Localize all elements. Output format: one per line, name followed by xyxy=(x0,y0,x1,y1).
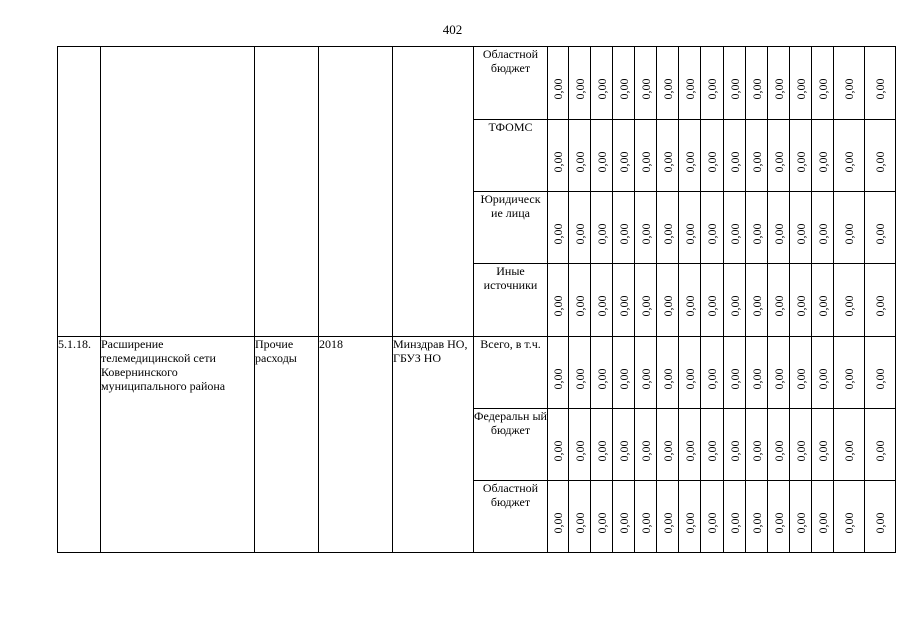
expense-type-cell xyxy=(255,47,319,337)
table-row xyxy=(58,47,896,120)
value-cell xyxy=(834,264,865,337)
value-cell xyxy=(701,192,724,264)
value-cell xyxy=(635,192,657,264)
value-text: 0,00 xyxy=(594,512,609,534)
value-cell xyxy=(724,409,746,481)
value-text: 0,00 xyxy=(616,78,631,100)
funding-source-cell: ТФОМС xyxy=(474,120,548,192)
value-text: 0,00 xyxy=(705,78,719,100)
value-text: 0,00 xyxy=(638,223,653,245)
value-cell xyxy=(657,192,679,264)
value-text: 0,00 xyxy=(594,295,609,317)
value-cell xyxy=(657,409,679,481)
value-text: 0,00 xyxy=(749,223,764,245)
value-cell xyxy=(569,47,591,120)
value-text: 0,00 xyxy=(815,368,830,390)
value-cell xyxy=(724,192,746,264)
value-cell xyxy=(679,337,701,409)
value-text: 0,00 xyxy=(616,223,631,245)
item-code-cell xyxy=(58,47,101,337)
value-text: 0,00 xyxy=(682,368,697,390)
value-text: 0,00 xyxy=(727,295,742,317)
value-text: 0,00 xyxy=(705,512,719,534)
value-text: 0,00 xyxy=(727,440,742,462)
value-text: 0,00 xyxy=(660,512,675,534)
value-text: 0,00 xyxy=(616,295,631,317)
value-cell xyxy=(591,47,613,120)
value-text: 0,00 xyxy=(594,440,609,462)
executor-cell: Минздрав НО, ГБУЗ НО xyxy=(393,337,474,553)
value-cell xyxy=(865,337,896,409)
value-cell xyxy=(569,481,591,553)
value-cell xyxy=(790,481,812,553)
value-text: 0,00 xyxy=(682,223,697,245)
value-cell xyxy=(865,409,896,481)
value-text: 0,00 xyxy=(793,223,808,245)
value-text: 0,00 xyxy=(705,151,719,173)
value-text: 0,00 xyxy=(815,151,830,173)
value-cell xyxy=(657,264,679,337)
value-cell xyxy=(701,264,724,337)
value-cell xyxy=(591,120,613,192)
value-text: 0,00 xyxy=(727,151,742,173)
value-text: 0,00 xyxy=(793,151,808,173)
value-cell xyxy=(701,120,724,192)
value-text: 0,00 xyxy=(873,78,887,100)
value-cell xyxy=(591,192,613,264)
value-cell xyxy=(569,264,591,337)
value-cell xyxy=(613,120,635,192)
value-cell xyxy=(790,264,812,337)
value-text: 0,00 xyxy=(638,512,653,534)
funding-source-cell: Федеральн ый бюджет xyxy=(474,409,548,481)
value-cell xyxy=(812,337,834,409)
value-cell xyxy=(865,264,896,337)
value-cell xyxy=(724,47,746,120)
value-cell xyxy=(724,264,746,337)
value-cell xyxy=(834,337,865,409)
item-name-cell: Расширение телемедицинской сети Ковернинского муниципального района xyxy=(101,337,255,553)
value-cell xyxy=(746,337,768,409)
value-text: 0,00 xyxy=(682,151,697,173)
value-text: 0,00 xyxy=(873,223,887,245)
value-cell xyxy=(768,47,790,120)
value-text: 0,00 xyxy=(705,295,719,317)
value-cell xyxy=(790,47,812,120)
value-text: 0,00 xyxy=(815,223,830,245)
value-text: 0,00 xyxy=(660,78,675,100)
value-text: 0,00 xyxy=(749,512,764,534)
value-cell xyxy=(679,264,701,337)
value-cell xyxy=(768,192,790,264)
value-text: 0,00 xyxy=(771,368,786,390)
value-text: 0,00 xyxy=(705,440,719,462)
value-cell xyxy=(701,337,724,409)
value-cell xyxy=(569,192,591,264)
value-text: 0,00 xyxy=(616,151,631,173)
value-cell xyxy=(812,120,834,192)
value-cell xyxy=(679,481,701,553)
value-text: 0,00 xyxy=(727,512,742,534)
value-cell xyxy=(865,481,896,553)
value-cell xyxy=(548,337,569,409)
value-text: 0,00 xyxy=(771,512,786,534)
value-cell xyxy=(591,264,613,337)
value-text: 0,00 xyxy=(815,512,830,534)
value-text: 0,00 xyxy=(771,151,786,173)
value-text: 0,00 xyxy=(660,151,675,173)
value-text: 0,00 xyxy=(749,368,764,390)
value-text: 0,00 xyxy=(551,512,565,534)
value-text: 0,00 xyxy=(572,440,587,462)
value-text: 0,00 xyxy=(815,78,830,100)
value-text: 0,00 xyxy=(727,223,742,245)
value-text: 0,00 xyxy=(551,368,565,390)
value-cell xyxy=(746,192,768,264)
value-cell xyxy=(635,337,657,409)
value-cell xyxy=(613,409,635,481)
value-cell xyxy=(635,264,657,337)
value-cell xyxy=(679,192,701,264)
value-cell xyxy=(746,264,768,337)
value-text: 0,00 xyxy=(682,440,697,462)
value-text: 0,00 xyxy=(705,223,719,245)
value-text: 0,00 xyxy=(551,295,565,317)
value-text: 0,00 xyxy=(682,295,697,317)
value-cell xyxy=(790,337,812,409)
value-cell xyxy=(834,192,865,264)
value-text: 0,00 xyxy=(682,78,697,100)
funding-source-cell: Иные источники xyxy=(474,264,548,337)
value-cell xyxy=(701,47,724,120)
value-text: 0,00 xyxy=(873,368,887,390)
value-text: 0,00 xyxy=(842,78,856,100)
value-text: 0,00 xyxy=(551,151,565,173)
value-text: 0,00 xyxy=(638,295,653,317)
value-cell xyxy=(724,481,746,553)
value-text: 0,00 xyxy=(793,368,808,390)
value-cell xyxy=(613,337,635,409)
value-cell xyxy=(746,47,768,120)
value-text: 0,00 xyxy=(749,151,764,173)
value-cell xyxy=(613,47,635,120)
value-text: 0,00 xyxy=(572,368,587,390)
value-text: 0,00 xyxy=(660,368,675,390)
value-text: 0,00 xyxy=(842,512,856,534)
value-cell xyxy=(724,120,746,192)
value-cell xyxy=(569,120,591,192)
value-text: 0,00 xyxy=(749,440,764,462)
value-cell xyxy=(790,409,812,481)
value-cell xyxy=(548,264,569,337)
value-text: 0,00 xyxy=(594,78,609,100)
value-text: 0,00 xyxy=(572,151,587,173)
value-text: 0,00 xyxy=(815,295,830,317)
value-text: 0,00 xyxy=(771,295,786,317)
value-text: 0,00 xyxy=(572,512,587,534)
value-cell xyxy=(768,481,790,553)
value-cell xyxy=(865,192,896,264)
value-text: 0,00 xyxy=(660,295,675,317)
value-cell xyxy=(679,409,701,481)
value-cell xyxy=(790,192,812,264)
value-text: 0,00 xyxy=(815,440,830,462)
value-text: 0,00 xyxy=(793,295,808,317)
funding-source-cell: Областной бюджет xyxy=(474,481,548,553)
value-cell xyxy=(812,264,834,337)
budget-table xyxy=(57,46,896,553)
value-cell xyxy=(657,120,679,192)
value-cell xyxy=(746,120,768,192)
value-cell xyxy=(679,120,701,192)
year-cell xyxy=(319,47,393,337)
value-cell xyxy=(635,120,657,192)
value-cell xyxy=(548,409,569,481)
value-text: 0,00 xyxy=(660,223,675,245)
value-text: 0,00 xyxy=(771,78,786,100)
value-cell xyxy=(613,264,635,337)
value-cell xyxy=(548,192,569,264)
value-cell xyxy=(657,481,679,553)
value-text: 0,00 xyxy=(594,368,609,390)
item-name-cell xyxy=(101,47,255,337)
value-text: 0,00 xyxy=(551,440,565,462)
value-text: 0,00 xyxy=(793,440,808,462)
value-text: 0,00 xyxy=(594,223,609,245)
value-cell xyxy=(812,409,834,481)
funding-source-cell: Всего, в т.ч. xyxy=(474,337,548,409)
value-cell xyxy=(569,409,591,481)
funding-source-cell: Юридическ ие лица xyxy=(474,192,548,264)
value-text: 0,00 xyxy=(616,368,631,390)
value-text: 0,00 xyxy=(771,440,786,462)
value-text: 0,00 xyxy=(638,78,653,100)
value-text: 0,00 xyxy=(793,512,808,534)
value-cell xyxy=(701,409,724,481)
funding-source-cell: Областной бюджет xyxy=(474,47,548,120)
value-cell xyxy=(834,409,865,481)
value-text: 0,00 xyxy=(682,512,697,534)
value-cell xyxy=(724,337,746,409)
value-cell xyxy=(768,264,790,337)
value-cell xyxy=(657,47,679,120)
value-cell xyxy=(548,47,569,120)
value-cell xyxy=(635,409,657,481)
value-text: 0,00 xyxy=(638,440,653,462)
year-cell: 2018 xyxy=(319,337,393,553)
value-text: 0,00 xyxy=(873,151,887,173)
value-cell xyxy=(768,337,790,409)
value-text: 0,00 xyxy=(594,151,609,173)
value-cell xyxy=(746,481,768,553)
value-cell xyxy=(834,481,865,553)
value-cell xyxy=(834,47,865,120)
value-text: 0,00 xyxy=(771,223,786,245)
value-cell xyxy=(768,120,790,192)
value-cell xyxy=(548,120,569,192)
value-cell xyxy=(768,409,790,481)
value-cell xyxy=(812,47,834,120)
value-cell xyxy=(812,192,834,264)
value-text: 0,00 xyxy=(616,512,631,534)
value-text: 0,00 xyxy=(842,440,856,462)
value-text: 0,00 xyxy=(842,151,856,173)
value-text: 0,00 xyxy=(749,78,764,100)
value-cell xyxy=(812,481,834,553)
value-text: 0,00 xyxy=(727,368,742,390)
value-text: 0,00 xyxy=(638,368,653,390)
value-text: 0,00 xyxy=(616,440,631,462)
value-cell xyxy=(569,337,591,409)
value-cell xyxy=(548,481,569,553)
value-cell xyxy=(635,481,657,553)
value-cell xyxy=(591,337,613,409)
value-cell xyxy=(790,120,812,192)
value-cell xyxy=(865,120,896,192)
value-text: 0,00 xyxy=(638,151,653,173)
value-text: 0,00 xyxy=(551,223,565,245)
value-cell xyxy=(746,409,768,481)
value-text: 0,00 xyxy=(873,440,887,462)
value-cell xyxy=(613,481,635,553)
value-cell xyxy=(613,192,635,264)
value-cell xyxy=(635,47,657,120)
value-cell xyxy=(701,481,724,553)
table-row xyxy=(58,337,896,409)
expense-type-cell: Прочие расходы xyxy=(255,337,319,553)
value-text: 0,00 xyxy=(749,295,764,317)
value-text: 0,00 xyxy=(660,440,675,462)
value-cell xyxy=(679,47,701,120)
value-text: 0,00 xyxy=(873,295,887,317)
value-text: 0,00 xyxy=(551,78,565,100)
value-text: 0,00 xyxy=(572,78,587,100)
item-code-cell: 5.1.18. xyxy=(58,337,101,553)
value-cell xyxy=(865,47,896,120)
value-text: 0,00 xyxy=(727,78,742,100)
value-text: 0,00 xyxy=(842,223,856,245)
value-cell xyxy=(591,409,613,481)
page-number: 402 xyxy=(442,22,463,37)
value-text: 0,00 xyxy=(705,368,719,390)
value-text: 0,00 xyxy=(873,512,887,534)
value-text: 0,00 xyxy=(842,295,856,317)
value-cell xyxy=(657,337,679,409)
value-text: 0,00 xyxy=(842,368,856,390)
executor-cell xyxy=(393,47,474,337)
value-cell xyxy=(591,481,613,553)
value-text: 0,00 xyxy=(572,295,587,317)
value-text: 0,00 xyxy=(572,223,587,245)
value-cell xyxy=(834,120,865,192)
value-text: 0,00 xyxy=(793,78,808,100)
